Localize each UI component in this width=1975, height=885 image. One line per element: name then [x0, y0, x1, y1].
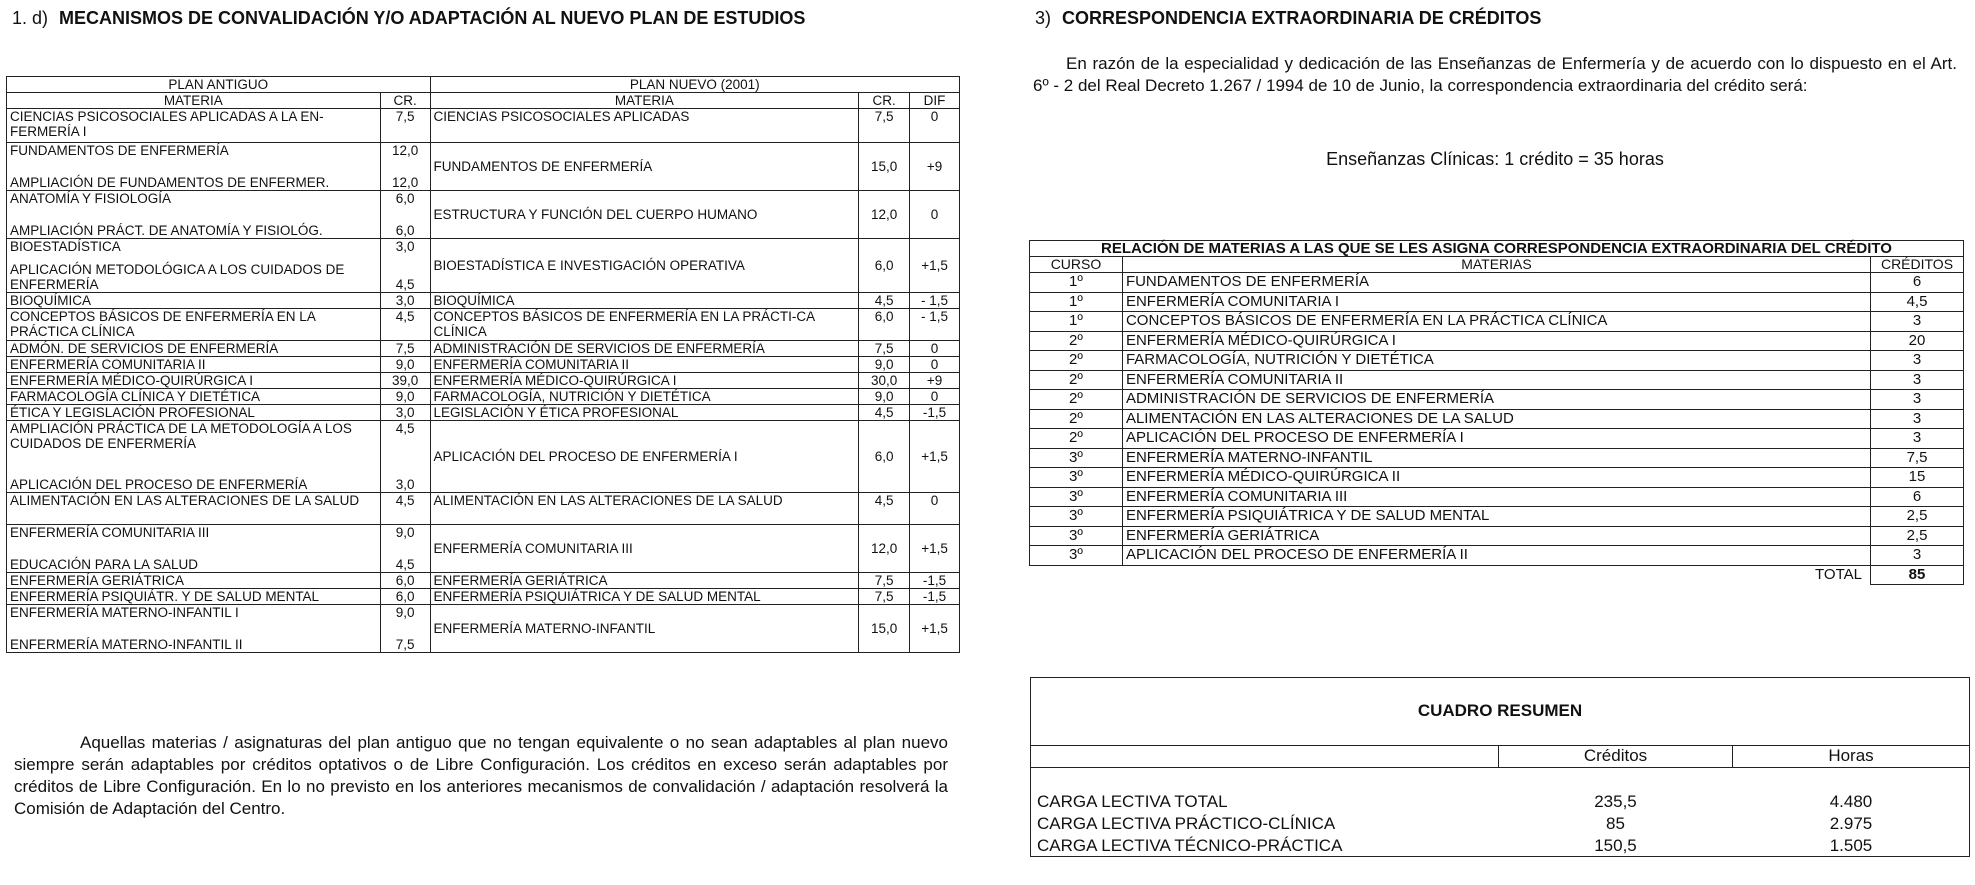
old-subject-cell — [7, 357, 381, 373]
summary-row-creditos: 150,5 — [1594, 836, 1637, 855]
summary-row-creditos: 85 — [1606, 814, 1625, 833]
old-credit-2: 3,0 — [395, 477, 415, 492]
old-subject-1: ANATOMÍA Y FISIOLOGÍA — [10, 191, 172, 206]
extra-credit-row — [1030, 390, 1964, 410]
summary-row-horas: 1.505 — [1829, 836, 1873, 855]
dif-cell: +1,5 — [910, 525, 960, 573]
old-subject-1: FUNDAMENTOS DE ENFERMERÍA — [10, 143, 229, 158]
summary-title: CUADRO RESUMEN — [1417, 701, 1583, 720]
old-subject-1: ALIMENTACIÓN EN LAS ALTERACIONES DE LA SALUD — [10, 493, 360, 508]
new-credits-cell: 15,0 — [859, 605, 910, 653]
convalidation-row — [7, 573, 960, 589]
col-cr-new: CR. — [859, 93, 910, 109]
dif-cell: 0 — [910, 109, 960, 143]
new-credits-cell: 7,5 — [859, 573, 910, 589]
old-credit-1: 9,0 — [395, 389, 415, 404]
materia-cell: ENFERMERÍA MATERNO-INFANTIL — [1122, 448, 1870, 468]
old-subject-cell — [7, 573, 381, 589]
curso-cell: 1º — [1030, 292, 1123, 312]
materia-cell: ADMINISTRACIÓN DE SERVICIOS DE ENFERMERÍA — [1122, 390, 1870, 410]
old-subject-2: AMPLIACIÓN PRÁCT. DE ANATOMÍA Y FISIOLÓG. — [10, 223, 323, 238]
old-credit-1: 7,5 — [395, 341, 415, 356]
summary-row-label: CARGA LECTIVA PRÁCTICO-CLÍNICA — [1037, 814, 1336, 833]
right-heading-number: 3) — [1035, 8, 1052, 28]
new-subject-cell: BIOQUÍMICA — [430, 293, 859, 309]
old-credit-1: 3,0 — [395, 405, 415, 420]
materia-cell: ENFERMERÍA GERIÁTRICA — [1122, 526, 1870, 546]
new-credits-cell: 6,0 — [859, 239, 910, 293]
dif-cell: 0 — [910, 191, 960, 239]
col-creditos: CRÉDITOS — [1871, 257, 1964, 273]
creditos-cell: 6 — [1871, 273, 1964, 293]
curso-cell: 2º — [1030, 390, 1123, 410]
old-credits-cell — [380, 389, 430, 405]
curso-cell: 1º — [1030, 273, 1123, 293]
creditos-cell: 4,5 — [1871, 292, 1964, 312]
new-credits-cell: 9,0 — [859, 357, 910, 373]
convalidation-row — [7, 405, 960, 421]
col-materias: MATERIAS — [1122, 257, 1870, 273]
summary-row — [1037, 835, 1963, 857]
old-credits-cell — [380, 309, 430, 341]
dif-cell: +1,5 — [910, 605, 960, 653]
extra-credit-row — [1030, 487, 1964, 507]
new-subject-cell: ENFERMERÍA COMUNITARIA II — [430, 357, 859, 373]
new-subject-cell: CIENCIAS PSICOSOCIALES APLICADAS — [430, 109, 859, 143]
creditos-cell: 3 — [1871, 351, 1964, 371]
old-subject-cell — [7, 605, 381, 653]
dif-cell: +1,5 — [910, 239, 960, 293]
old-credit-1: 7,5 — [395, 109, 415, 124]
creditos-cell: 3 — [1871, 390, 1964, 410]
plan-nuevo-header: PLAN NUEVO (2001) — [430, 77, 959, 93]
new-subject-cell: ENFERMERÍA GERIÁTRICA — [430, 573, 859, 589]
old-subject-1: ENFERMERÍA COMUNITARIA III — [10, 525, 210, 540]
curso-cell: 2º — [1030, 331, 1123, 351]
creditos-cell: 3 — [1871, 409, 1964, 429]
col-materia-old: MATERIA — [7, 93, 381, 109]
left-heading-number: 1. d) — [12, 8, 49, 28]
old-subject-1: CONCEPTOS BÁSICOS DE ENFERMERÍA EN LA PRÁCTICA CLÍNICA — [10, 309, 316, 339]
old-credit-1: 9,0 — [395, 525, 415, 540]
old-subject-cell — [7, 525, 381, 573]
creditos-cell: 3 — [1871, 546, 1964, 566]
old-subject-1: AMPLIACIÓN PRÁCTICA DE LA METODOLOGÍA A LOS CUIDADOS DE ENFERMERÍA — [10, 421, 352, 451]
new-subject-cell: ADMINISTRACIÓN DE SERVICIOS DE ENFERMERÍA — [430, 341, 859, 357]
col-curso: CURSO — [1030, 257, 1123, 273]
convalidation-row — [7, 357, 960, 373]
old-credits-cell — [380, 421, 430, 493]
old-credit-1: 3,0 — [395, 293, 415, 308]
old-subject-cell — [7, 191, 381, 239]
col-dif: DIF — [910, 93, 960, 109]
convalidation-row — [7, 109, 960, 143]
old-credits-cell — [380, 573, 430, 589]
extra-credit-row — [1030, 409, 1964, 429]
old-credit-2: 12,0 — [391, 175, 419, 190]
curso-cell: 3º — [1030, 546, 1123, 566]
old-credits-cell — [380, 525, 430, 573]
materia-cell: ENFERMERÍA COMUNITARIA I — [1122, 292, 1870, 312]
summary-col-creditos: Créditos — [1583, 746, 1648, 765]
new-subject-cell: ESTRUCTURA Y FUNCIÓN DEL CUERPO HUMANO — [430, 191, 859, 239]
old-subject-cell — [7, 239, 381, 293]
new-subject-cell: APLICACIÓN DEL PROCESO DE ENFERMERÍA I — [430, 421, 859, 493]
new-credits-cell: 12,0 — [859, 525, 910, 573]
old-subject-1: BIOQUÍMICA — [10, 293, 92, 308]
materia-cell: ENFERMERÍA COMUNITARIA II — [1122, 370, 1870, 390]
materia-cell: FARMACOLOGÍA, NUTRICIÓN Y DIETÉTICA — [1122, 351, 1870, 371]
creditos-cell: 3 — [1871, 370, 1964, 390]
right-paragraph: En razón de la especialidad y dedicación de las Enseñanzas de Enfermería y de acuerdo con lo dispuesto en el Art. 6º - 2 del Real Decreto 1.267 / 1994 de 10 de Junio, la correspondencia extraordinaria del crédito será: — [1033, 54, 1957, 95]
extra-credit-row — [1030, 351, 1964, 371]
left-paragraph: Aquellas materias / asignaturas del plan antiguo que no tengan equivalente o no sean adaptables al plan nuevo siempre serán adaptables por créditos optativos o de Libre Configuración. Los créditos en exceso serán adaptables por créditos de Libre Configuración. En lo no previsto en los anteriores mecanismos de convalidación / adaptación resolverá la Comisión de Adaptación del Centro. — [14, 733, 948, 818]
old-credit-1: 6,0 — [395, 589, 415, 604]
extra-credit-row — [1030, 448, 1964, 468]
materia-cell: ENFERMERÍA MÉDICO-QUIRÚRGICA II — [1122, 468, 1870, 488]
total-value: 85 — [1871, 565, 1964, 585]
extra-credit-row — [1030, 507, 1964, 527]
materia-cell: APLICACIÓN DEL PROCESO DE ENFERMERÍA II — [1122, 546, 1870, 566]
materia-cell: CONCEPTOS BÁSICOS DE ENFERMERÍA EN LA PRÁCTICA CLÍNICA — [1122, 312, 1870, 332]
old-credits-cell — [380, 143, 430, 191]
curso-cell: 2º — [1030, 370, 1123, 390]
new-subject-cell: ENFERMERÍA MATERNO-INFANTIL — [430, 605, 859, 653]
extra-table-caption: RELACIÓN DE MATERIAS A LAS QUE SE LES ASIGNA CORRESPONDENCIA EXTRAORDINARIA DEL CRÉDITO — [1030, 241, 1964, 257]
old-credits-cell — [380, 293, 430, 309]
old-credit-1: 9,0 — [395, 357, 415, 372]
old-subject-1: ENFERMERÍA GERIÁTRICA — [10, 573, 185, 588]
old-subject-cell — [7, 341, 381, 357]
summary-row-label: CARGA LECTIVA TÉCNICO-PRÁCTICA — [1037, 836, 1343, 855]
old-subject-1: ENFERMERÍA COMUNITARIA II — [10, 357, 206, 372]
summary-row-horas: 4.480 — [1829, 792, 1873, 811]
curso-cell: 1º — [1030, 312, 1123, 332]
dif-cell: - 1,5 — [910, 309, 960, 341]
old-subject-2: AMPLIACIÓN DE FUNDAMENTOS DE ENFERMER. — [10, 175, 330, 190]
new-credits-cell: 7,5 — [859, 341, 910, 357]
old-subject-cell — [7, 293, 381, 309]
old-subject-1: BIOESTADÍSTICA — [10, 239, 121, 254]
old-subject-1: CIENCIAS PSICOSOCIALES APLICADAS A LA EN-FERMERÍA I — [10, 109, 324, 139]
old-credits-cell — [380, 357, 430, 373]
new-subject-cell: ENFERMERÍA PSIQUIÁTRICA Y DE SALUD MENTAL — [430, 589, 859, 605]
total-label: TOTAL — [1815, 565, 1862, 583]
convalidation-row — [7, 341, 960, 357]
old-credits-cell — [380, 341, 430, 357]
dif-cell: 0 — [910, 493, 960, 525]
old-credit-1: 4,5 — [395, 309, 415, 324]
old-subject-cell — [7, 309, 381, 341]
convalidation-row — [7, 421, 960, 493]
old-subject-2: APLICACIÓN METODOLÓGICA A LOS CUIDADOS DE ENFERMERÍA — [10, 262, 345, 292]
new-credits-cell: 15,0 — [859, 143, 910, 191]
plan-antiguo-header: PLAN ANTIGUO — [7, 77, 431, 93]
curso-cell: 3º — [1030, 507, 1123, 527]
curso-cell: 2º — [1030, 429, 1123, 449]
summary-row — [1037, 791, 1963, 813]
materia-cell: ENFERMERÍA PSIQUIÁTRICA Y DE SALUD MENTAL — [1122, 507, 1870, 527]
old-credits-cell — [380, 605, 430, 653]
old-credit-2: 4,5 — [395, 277, 415, 292]
summary-row-label: CARGA LECTIVA TOTAL — [1037, 792, 1228, 811]
col-materia-new: MATERIA — [430, 93, 859, 109]
old-credits-cell — [380, 109, 430, 143]
creditos-cell: 15 — [1871, 468, 1964, 488]
dif-cell: +9 — [910, 143, 960, 191]
curso-cell: 2º — [1030, 409, 1123, 429]
convalidation-row — [7, 493, 960, 525]
new-credits-cell: 7,5 — [859, 109, 910, 143]
old-subject-cell — [7, 421, 381, 493]
old-credit-2: 6,0 — [395, 223, 415, 238]
convalidation-row — [7, 589, 960, 605]
summary-row-horas: 2.975 — [1829, 814, 1873, 833]
convalidation-row — [7, 239, 960, 293]
new-credits-cell: 12,0 — [859, 191, 910, 239]
new-credits-cell: 6,0 — [859, 309, 910, 341]
new-subject-cell: CONCEPTOS BÁSICOS DE ENFERMERÍA EN LA PRÁCTI-CA CLÍNICA — [430, 309, 859, 341]
col-cr-old: CR. — [380, 93, 430, 109]
old-credits-cell — [380, 493, 430, 525]
equivalence-line: Enseñanzas Clínicas: 1 crédito = 35 horas — [1326, 149, 1664, 169]
dif-cell: +9 — [910, 373, 960, 389]
dif-cell: +1,5 — [910, 421, 960, 493]
right-heading-title: CORRESPONDENCIA EXTRAORDINARIA DE CRÉDITOS — [1062, 8, 1542, 28]
old-subject-1: ENFERMERÍA PSIQUIÁTR. Y DE SALUD MENTAL — [10, 589, 320, 604]
summary-box — [1030, 677, 1970, 857]
old-credit-1: 4,5 — [395, 493, 415, 508]
convalidation-row — [7, 389, 960, 405]
creditos-cell: 3 — [1871, 312, 1964, 332]
old-credit-1: 39,0 — [391, 373, 419, 388]
materia-cell: FUNDAMENTOS DE ENFERMERÍA — [1122, 273, 1870, 293]
creditos-cell: 2,5 — [1871, 507, 1964, 527]
extra-credit-table — [1029, 240, 1964, 585]
dif-cell: 0 — [910, 389, 960, 405]
extra-credit-row — [1030, 273, 1964, 293]
new-subject-cell: LEGISLACIÓN Y ÉTICA PROFESIONAL — [430, 405, 859, 421]
dif-cell: 0 — [910, 341, 960, 357]
new-credits-cell: 9,0 — [859, 389, 910, 405]
extra-credit-row — [1030, 468, 1964, 488]
old-subject-2: APLICACIÓN DEL PROCESO DE ENFERMERÍA — [10, 477, 308, 492]
dif-cell: 0 — [910, 357, 960, 373]
old-credit-1: 4,5 — [395, 421, 415, 436]
extra-credit-row — [1030, 312, 1964, 332]
creditos-cell: 2,5 — [1871, 526, 1964, 546]
creditos-cell: 6 — [1871, 487, 1964, 507]
old-credits-cell — [380, 239, 430, 293]
new-credits-cell: 4,5 — [859, 405, 910, 421]
old-subject-cell — [7, 143, 381, 191]
old-subject-cell — [7, 109, 381, 143]
old-credit-1: 12,0 — [391, 143, 419, 158]
extra-credit-row — [1030, 546, 1964, 566]
curso-cell: 3º — [1030, 448, 1123, 468]
old-subject-2: ENFERMERÍA MATERNO-INFANTIL II — [10, 637, 243, 652]
convalidation-row — [7, 309, 960, 341]
old-subject-1: ADMÓN. DE SERVICIOS DE ENFERMERÍA — [10, 341, 279, 356]
old-credit-2: 4,5 — [395, 557, 415, 572]
curso-cell: 2º — [1030, 351, 1123, 371]
old-subject-1: ÉTICA Y LEGISLACIÓN PROFESIONAL — [10, 405, 255, 420]
new-credits-cell: 30,0 — [859, 373, 910, 389]
new-subject-cell: ALIMENTACIÓN EN LAS ALTERACIONES DE LA SALUD — [430, 493, 859, 525]
old-subject-cell — [7, 589, 381, 605]
new-credits-cell: 4,5 — [859, 293, 910, 309]
old-subject-1: FARMACOLOGÍA CLÍNICA Y DIETÉTICA — [10, 389, 261, 404]
old-subject-cell — [7, 389, 381, 405]
new-credits-cell: 4,5 — [859, 493, 910, 525]
convalidation-table — [6, 76, 960, 653]
extra-credit-row — [1030, 292, 1964, 312]
old-subject-1: ENFERMERÍA MÉDICO-QUIRÚRGICA I — [10, 373, 254, 388]
old-credit-1: 6,0 — [395, 191, 415, 206]
new-subject-cell: ENFERMERÍA COMUNITARIA III — [430, 525, 859, 573]
old-subject-cell — [7, 373, 381, 389]
old-credits-cell — [380, 405, 430, 421]
materia-cell: APLICACIÓN DEL PROCESO DE ENFERMERÍA I — [1122, 429, 1870, 449]
convalidation-row — [7, 143, 960, 191]
creditos-cell: 7,5 — [1871, 448, 1964, 468]
dif-cell: -1,5 — [910, 405, 960, 421]
curso-cell: 3º — [1030, 487, 1123, 507]
dif-cell: -1,5 — [910, 589, 960, 605]
extra-credit-row — [1030, 331, 1964, 351]
summary-row-creditos: 235,5 — [1594, 792, 1637, 811]
new-credits-cell: 6,0 — [859, 421, 910, 493]
new-credits-cell: 7,5 — [859, 589, 910, 605]
old-subject-cell — [7, 493, 381, 525]
new-subject-cell: ENFERMERÍA MÉDICO-QUIRÚRGICA I — [430, 373, 859, 389]
left-heading — [12, 8, 805, 29]
materia-cell: ENFERMERÍA COMUNITARIA III — [1122, 487, 1870, 507]
extra-credit-row — [1030, 370, 1964, 390]
new-subject-cell: FARMACOLOGÍA, NUTRICIÓN Y DIETÉTICA — [430, 389, 859, 405]
right-heading — [1035, 8, 1541, 29]
old-subject-1: ENFERMERÍA MATERNO-INFANTIL I — [10, 605, 239, 620]
old-credit-1: 3,0 — [395, 239, 415, 254]
creditos-cell: 3 — [1871, 429, 1964, 449]
old-credits-cell — [380, 191, 430, 239]
dif-cell: - 1,5 — [910, 293, 960, 309]
convalidation-row — [7, 191, 960, 239]
old-subject-2: EDUCACIÓN PARA LA SALUD — [10, 557, 199, 572]
summary-row — [1037, 813, 1963, 835]
old-credit-1: 9,0 — [395, 605, 415, 620]
creditos-cell: 20 — [1871, 331, 1964, 351]
old-subject-cell — [7, 405, 381, 421]
new-subject-cell: BIOESTADÍSTICA E INVESTIGACIÓN OPERATIVA — [430, 239, 859, 293]
summary-col-horas: Horas — [1828, 746, 1874, 765]
curso-cell: 3º — [1030, 526, 1123, 546]
old-credits-cell — [380, 589, 430, 605]
convalidation-row — [7, 373, 960, 389]
left-heading-title: MECANISMOS DE CONVALIDACIÓN Y/O ADAPTACIÓN AL NUEVO PLAN DE ESTUDIOS — [59, 8, 806, 28]
old-credit-2: 7,5 — [395, 637, 415, 652]
old-credits-cell — [380, 373, 430, 389]
materia-cell: ENFERMERÍA MÉDICO-QUIRÚRGICA I — [1122, 331, 1870, 351]
materia-cell: ALIMENTACIÓN EN LAS ALTERACIONES DE LA SALUD — [1122, 409, 1870, 429]
old-credit-1: 6,0 — [395, 573, 415, 588]
new-subject-cell: FUNDAMENTOS DE ENFERMERÍA — [430, 143, 859, 191]
convalidation-row — [7, 525, 960, 573]
extra-credit-row — [1030, 429, 1964, 449]
convalidation-row — [7, 605, 960, 653]
convalidation-row — [7, 293, 960, 309]
summary-rows — [1037, 791, 1963, 857]
curso-cell: 3º — [1030, 468, 1123, 488]
dif-cell: -1,5 — [910, 573, 960, 589]
extra-credit-row — [1030, 526, 1964, 546]
